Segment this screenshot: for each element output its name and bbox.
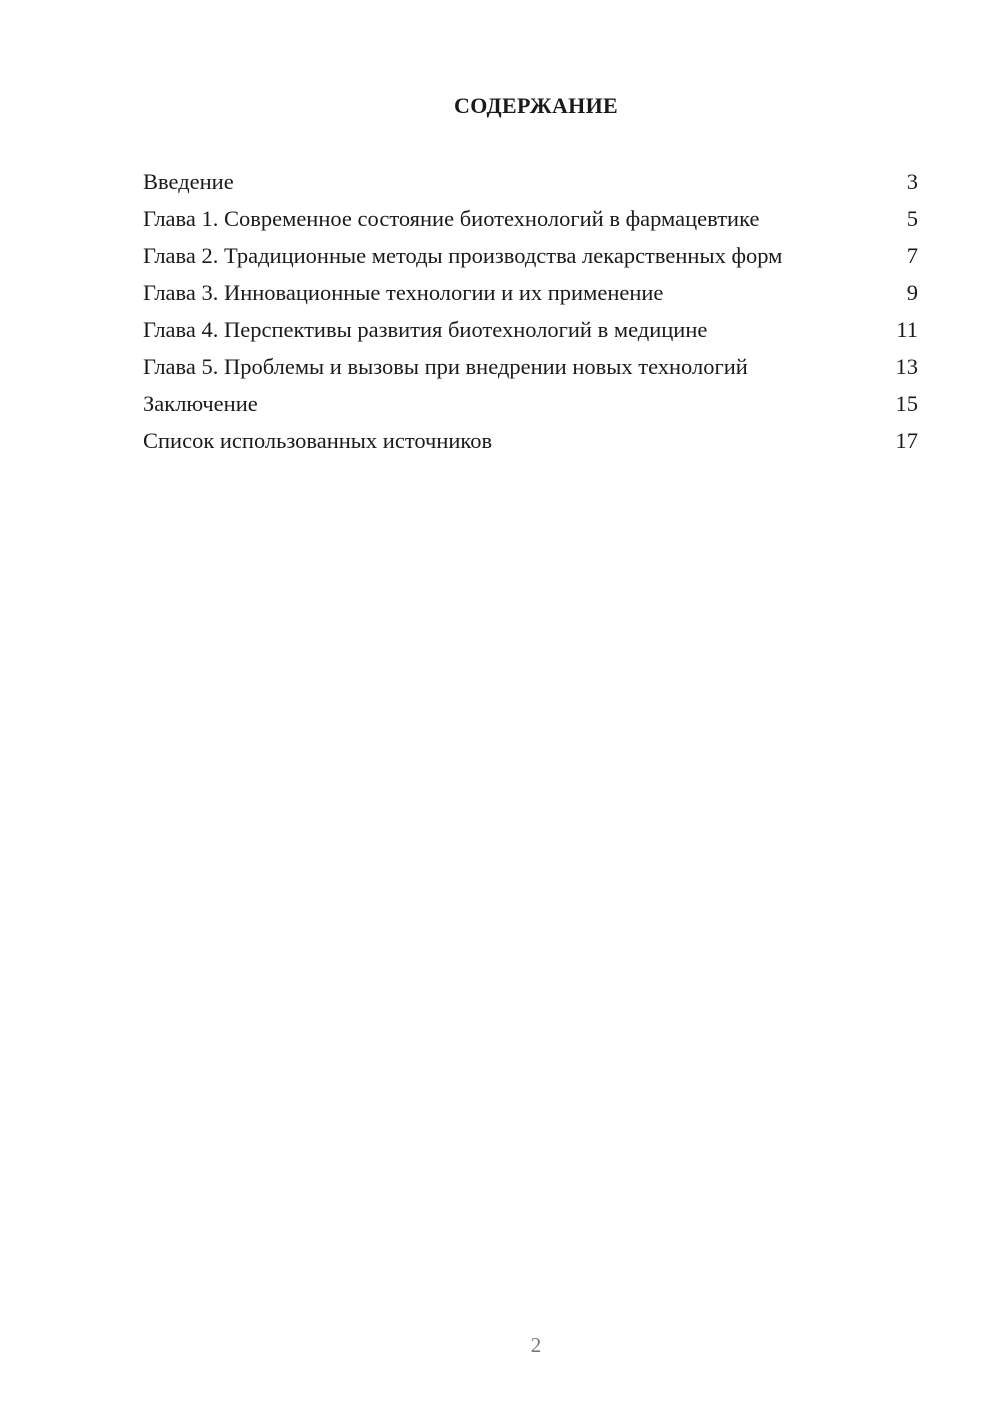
toc-entry-label: Заключение	[143, 391, 258, 416]
toc-entry-label: Глава 3. Инновационные технологии и их применение	[143, 280, 664, 305]
toc-entry-page: 15	[895, 391, 918, 416]
toc-entry-page: 11	[896, 317, 918, 342]
toc-entry-label: Глава 2. Традиционные методы производства лекарственных форм	[143, 243, 783, 268]
page-number: 2	[530, 1333, 542, 1357]
toc-entry-page: 13	[895, 354, 918, 379]
toc-entry-chapter-3	[143, 280, 918, 306]
toc-entry-page: 5	[906, 206, 918, 231]
toc-entry-label: Глава 4. Перспективы развития биотехнологий в медицине	[143, 317, 708, 342]
toc-entry-label: Введение	[143, 169, 234, 194]
toc-entry-chapter-2	[143, 243, 918, 269]
toc-entry-conclusion	[143, 391, 918, 417]
toc-entry-chapter-4	[143, 317, 918, 343]
toc-entry-page: 3	[906, 169, 918, 194]
toc-heading: СОДЕРЖАНИЕ	[454, 93, 618, 118]
table-of-contents	[143, 169, 918, 465]
toc-entry-label: Список использованных источников	[143, 428, 493, 453]
toc-entry-page: 7	[906, 243, 918, 268]
toc-entry-references	[143, 428, 918, 454]
toc-entry-page: 17	[895, 428, 918, 453]
toc-entry-chapter-1	[143, 206, 918, 232]
toc-entry-page: 9	[906, 280, 918, 305]
toc-entry-introduction	[143, 169, 918, 195]
toc-entry-label: Глава 5. Проблемы и вызовы при внедрении новых технологий	[143, 354, 748, 379]
toc-entry-label: Глава 1. Современное состояние биотехнологий в фармацевтике	[143, 206, 760, 231]
toc-entry-chapter-5	[143, 354, 918, 380]
